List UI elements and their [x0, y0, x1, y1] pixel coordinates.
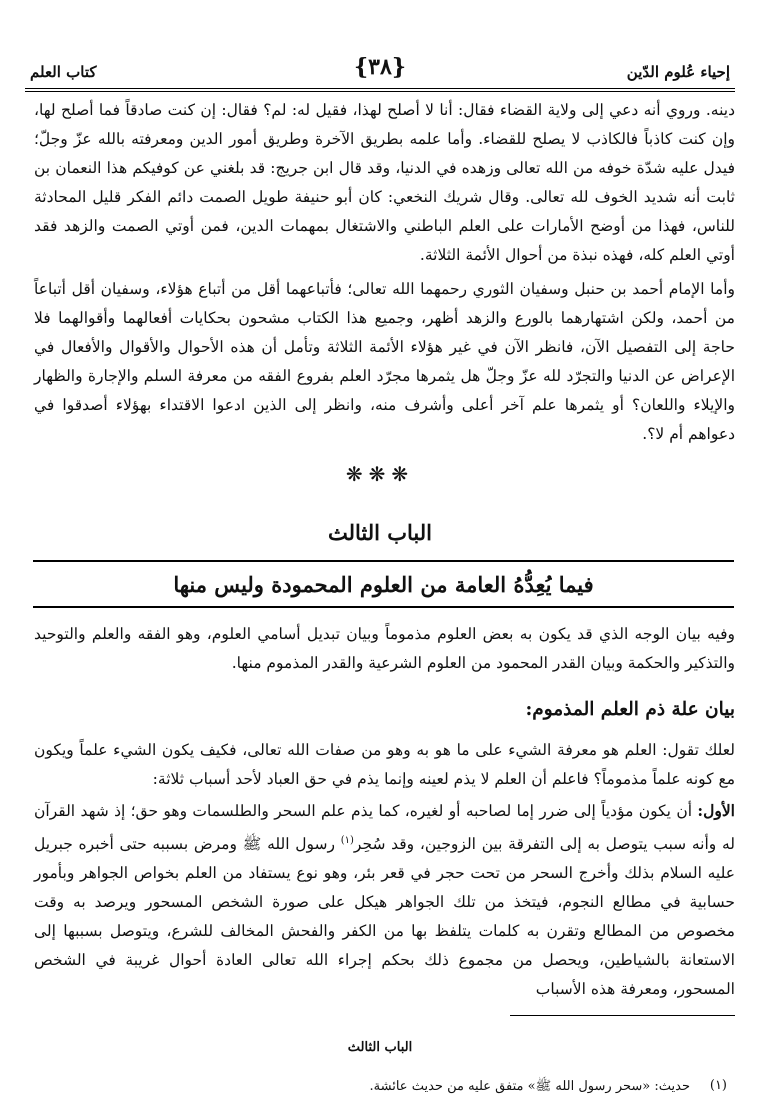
section-title: كتاب العلم: [30, 63, 97, 81]
header-rule-thin: [25, 91, 735, 92]
section-heading: بيان علة ذم العلم المذموم:: [525, 699, 735, 720]
footnote-text: حديث: «سحر رسول الله ﷺ» متفق عليه من حديث عائشة.: [369, 1079, 690, 1094]
page-number: {٣٨}: [354, 54, 406, 80]
first-reason-text: أن يكون مؤدياً إلى ضرر إما لصاحبه أو لغيره، كما يذم علم السحر والطلسمات وهو حق؛ إذ شهد القرآن له وأنه سبب يتوصل به إلى التفرقة بين الزوجين، وقد سُحِر: [34, 802, 735, 854]
header-rule: [25, 88, 735, 89]
chapter-heading: الباب الثالث: [327, 520, 433, 545]
paragraph-ahmad-sufyan: وأما الإمام أحمد بن حنبل وسفيان الثوري رحمهما الله تعالى؛ فأتباعهما أقل من أتباع هؤلاء، وسفيان أقل أتباعاً من أحمد، ولكن اشتهارهما بالورع والزهد أظهر، وجميع هذا الكتاب مشحون بحكايات أفعالهما وأقوالهما فلا حاجة إلى التفصيل الآن، فانظر الآن في غير هؤلاء الأئمة الثلاثة وتأمل أن هذه الأحوال والأقوال والأفعال في الإعراض عن الدنيا والتجرّد لله عزّ وجلّ هل يثمرها مجرّد العلم بفروع الفقه من معرفة السلم والإجارة والظهار والإيلاء واللعان؟ أو يثمرها علم آخر أعلى وأشرف منه، وانظر إلى الذين ادعوا الاقتداء بهؤلاء أصدقوا في دعواهم أم لا؟.: [34, 280, 735, 443]
footnote-marker: (١): [340, 835, 354, 846]
paragraph-intro: وفيه بيان الوجه الذي قد يكون به بعض العلوم مذموماً وبيان تبديل أسامي العلوم، وهو الفقه والعلم والتوحيد والتذكير والحكمة وبيان القدر المحمود من العلوم الشرعية والقدر المذموم منها.: [34, 625, 735, 672]
running-header: [25, 50, 735, 86]
book-title: إحياء عُلوم الدّين: [626, 63, 730, 81]
section-separator: ❋❋❋: [345, 462, 415, 486]
chapter-title: فيما يُعِدُّهُ العامة من العلوم المحمودة وليس منها: [173, 571, 594, 597]
page-number-value: ٣٨: [368, 54, 392, 80]
paragraph-question: لعلك تقول: العلم هو معرفة الشيء على ما هو به وهو من صفات الله تعالى، فكيف يكون الشيء علماً ويكون مع كونه علماً مذموماً؟ فاعلم أن العلم لا يذم لعينه وإنما يذم في حق العباد لأحد أسباب ثلاثة:: [34, 741, 735, 788]
chapter-title-box: [33, 560, 734, 608]
paragraph-continuation: دينه. وروي أنه دعي إلى ولاية القضاء فقال: أنا لا أصلح لهذا، فقيل له: لم؟ فقال: إن كنت صادقاً فما أصلح لها، وإن كنت كاذباً فالكاذب لا يصلح للقضاء. وأما علمه بطريق الآخرة وطريق أمور الدين ومعرفته بالله عزّ وجلّ؛ فيدل عليه شدّة خوفه من الله تعالى وزهده في الدنيا، وقد قال ابن جريج: قد بلغني عن كوفيكم هذا النعمان بن ثابت أنه شديد الخوف لله تعالى. وقال شريك النخعي: كان أبو حنيفة طويل الصمت دائم الفكر قليل المحادثة للناس، فهذا من أوضح الأمارات على العلم الباطني والاشتغال بمهمات الدين، فمن أوتي الصمت والزهد فقد أوتي العلم كله، فهذه نبذة من أحوال الأئمة الثلاثة.: [34, 101, 735, 264]
footnote-number: (١): [709, 1078, 727, 1093]
footnote-chapter-ref: الباب الثالث: [347, 1040, 413, 1055]
paragraph-first-reason: [34, 796, 735, 1004]
footnote-rule: [510, 1015, 735, 1016]
first-label: الأول:: [697, 801, 735, 820]
first-reason-text-rest: رسول الله ﷺ ومرض بسببه حتى أخبره جبريل عليه السلام بذلك وأخرج السحر من تحت حجر في قعر بئر، وهو نوع يستفاد من العلم بخواص الجواهر وبأمور حسابية في مطالع النجوم، فيتخذ من تلك الجواهر هيكل على صورة الشخص المسحور ويرصد به وقت مخصوص من المطالع وتقرن به كلمات يتلفظ بها من الكفر والفحش المخالف للشرع، ويتوصل بسببها إلى الاستعانة بالشياطين، ويحصل من مجموع ذلك بحكم إجراء الله تعالى العادة أحوال غريبة في الشخص المسحور، ومعرفة هذه الأسباب: [34, 835, 735, 999]
